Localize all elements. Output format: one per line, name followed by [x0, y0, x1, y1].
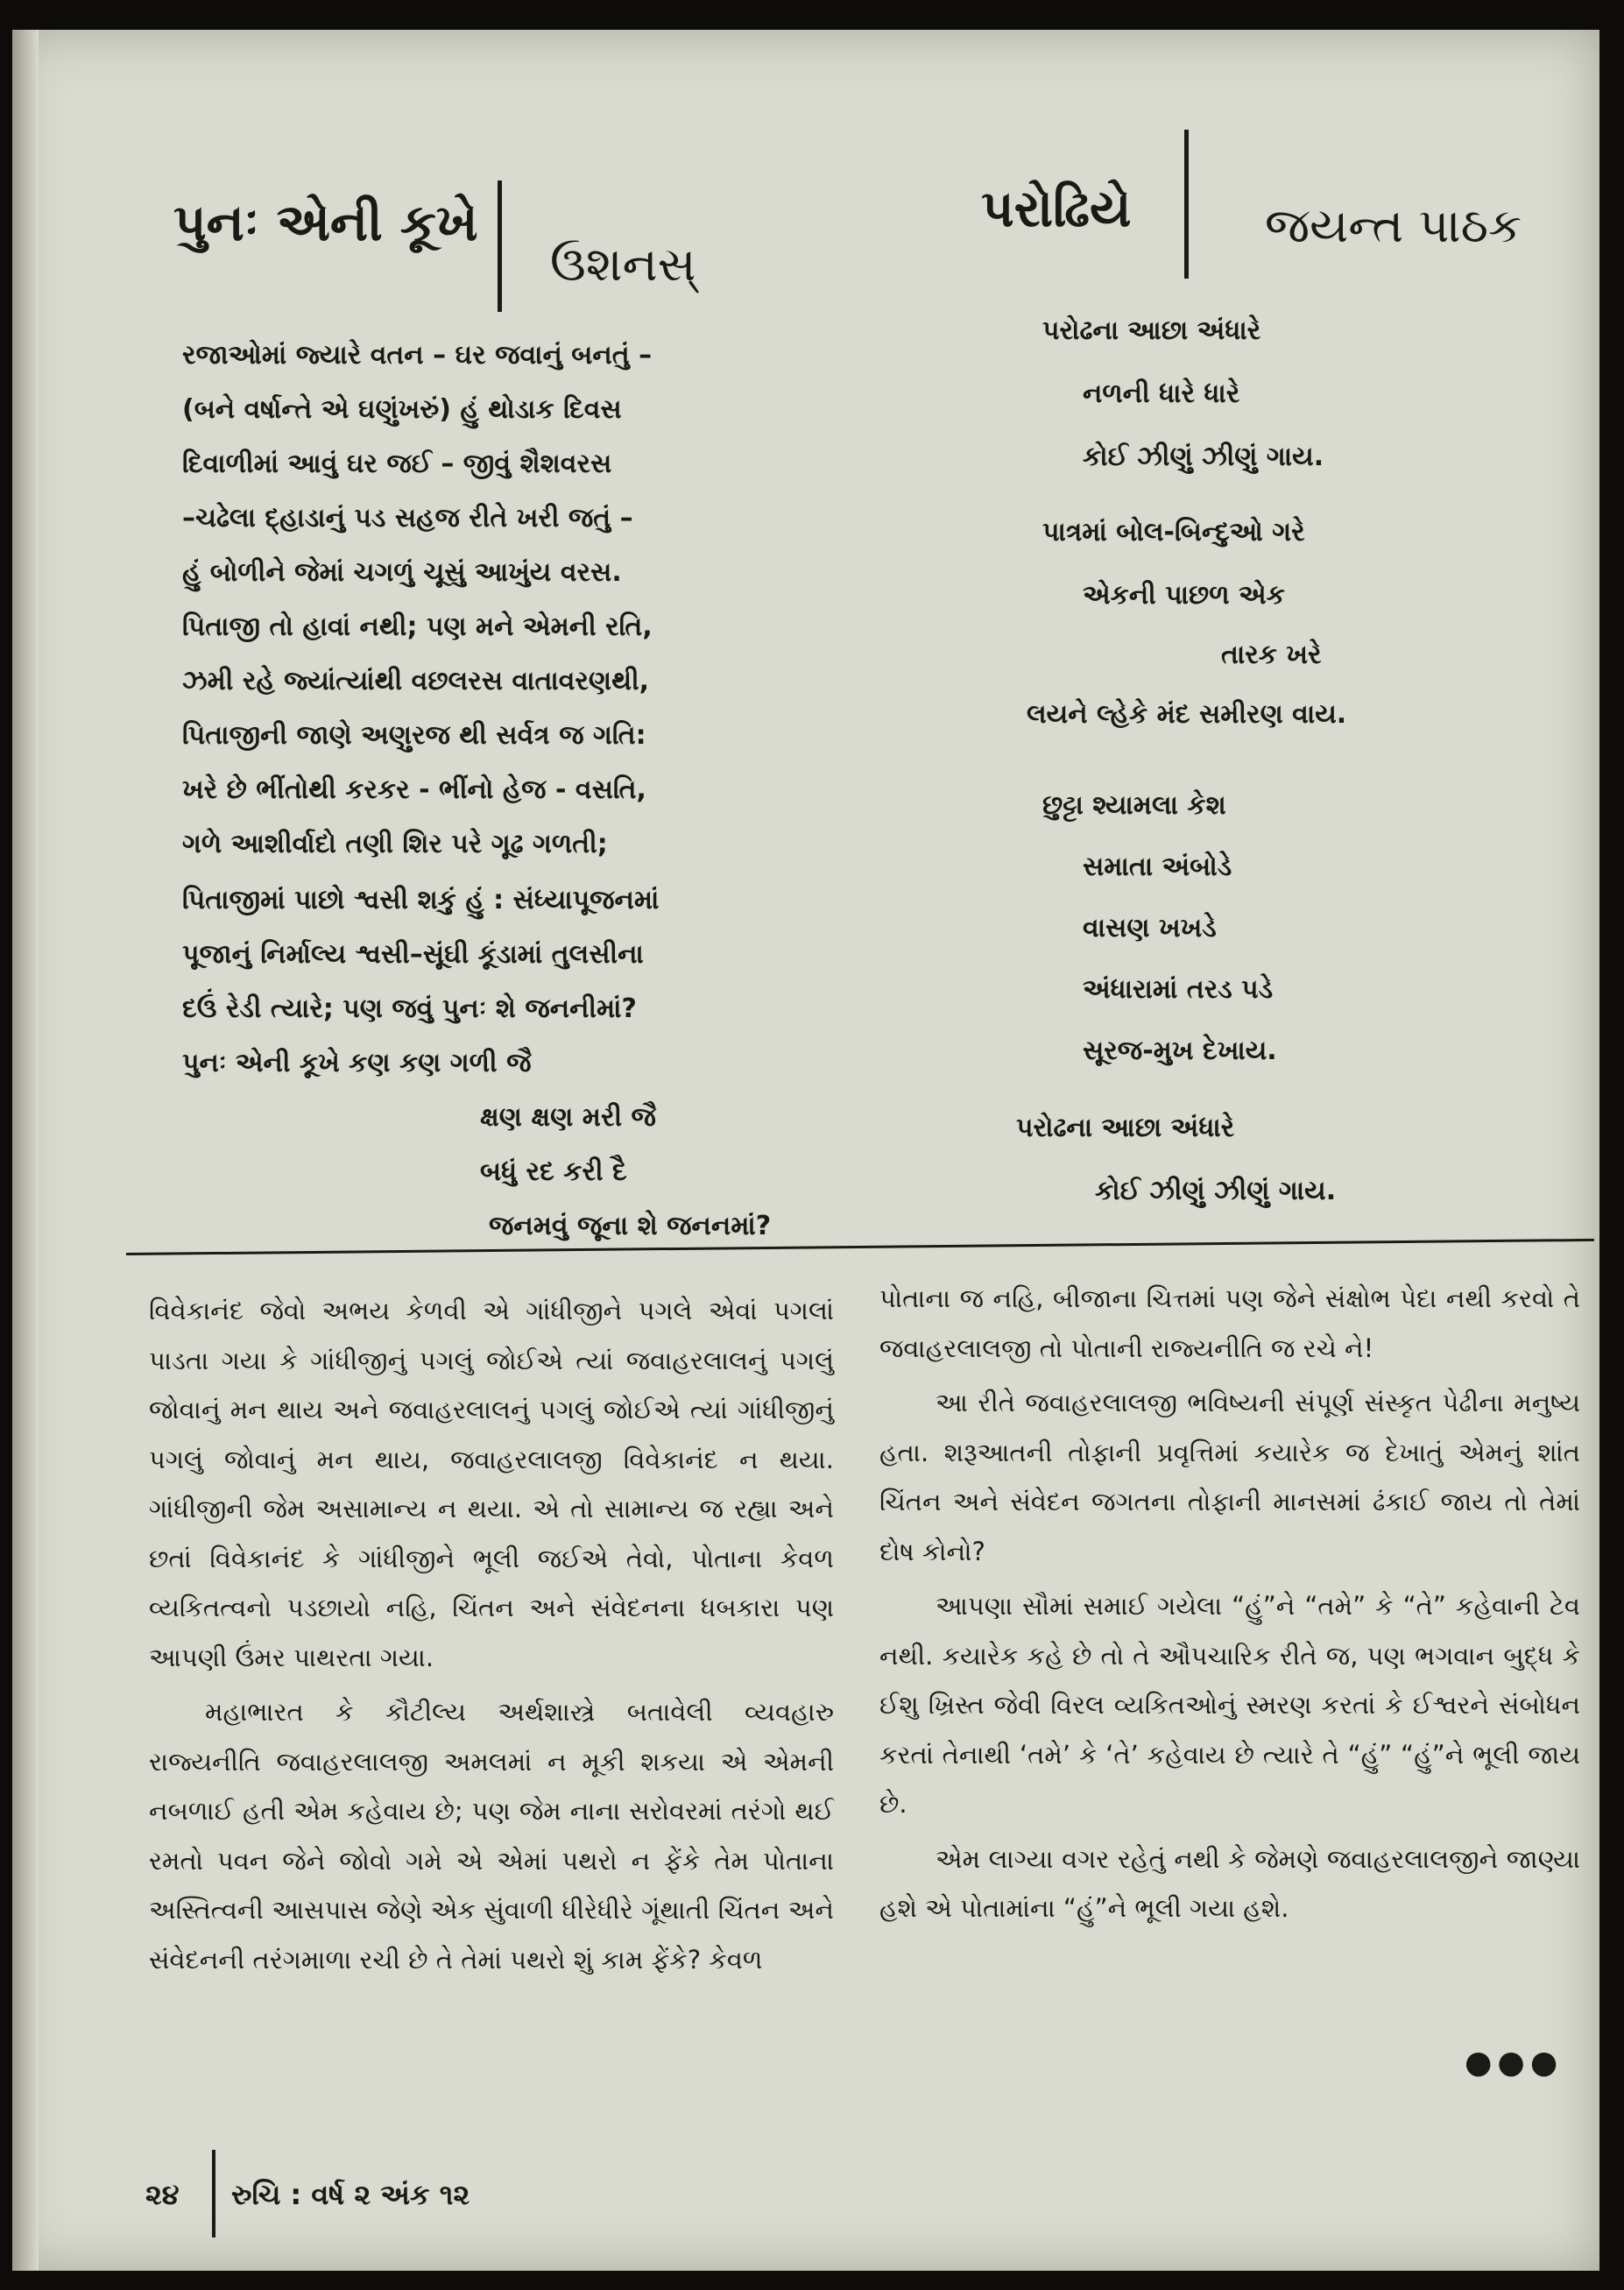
end-mark: ●●●: [1465, 2045, 1564, 2081]
poem-line: (બને વર્ષાન્તે એ ઘણુંખરું) હું થોડાક દિવસ: [182, 394, 622, 425]
prose-right-column: [879, 1274, 1580, 1933]
page-number: ૨૪: [145, 2178, 180, 2211]
section-divider: [126, 1239, 1594, 1255]
left-title-divider: [498, 180, 502, 312]
poem-line: પિતાજી તો હાવાં નથી; પણ મને એમની રતિ,: [182, 611, 653, 642]
poem-line: લયને લ્હેકે મંદ સમીરણ વાય.: [1027, 699, 1347, 730]
poem-line: ક્ષણ ક્ષણ મરી જૈ: [480, 1102, 656, 1133]
poem-line: –ચઢેલા દ્હાડાનું પડ સહજ રીતે ખરી જતું –: [182, 503, 633, 534]
prose-paragraph: આપણા સૌમાં સમાઈ ગયેલા “હું”ને “તમે” કે “તે” કહેવાની ટેવ નથી. કયારેક કહે છે તો તે ઔપચારિક રીતે જ, પણ ભગવાન બુદ્ધ કે ઈશુ ખ્રિસ્ત જેવી વિરલ વ્યકિતઓનું સ્મરણ કરતાં કે ઈશ્વરને સંબોધન કરતાં તેનાથી ‘તમે’ કે ‘તે’ કહેવાય છે ત્યારે તે “હું” “હું”ને ભૂલી જાય છે.: [879, 1591, 1580, 1819]
poem-line: પૂજાનું નિર્માલ્ય શ્વસી–સૂંઘી કૂંડામાં તુલસીના: [182, 939, 644, 970]
poem-line: તારક ખરે: [1221, 640, 1322, 670]
poem-line: પરોઢના આછા અંધારે: [1016, 1113, 1235, 1143]
poem-line: હું બોળીને જેમાં ચગળું ચૂસું આખુંય વરસ.: [182, 557, 622, 588]
magazine-page: [12, 30, 1599, 2271]
poem-line: એકની પાછળ એક: [1083, 580, 1285, 611]
poem-line: પુનઃ એની કૂખે કણ કણ ગળી જૈ: [182, 1048, 532, 1078]
poem-line: બધું રદ કરી દૈ: [480, 1156, 627, 1187]
poem-line: દિવાળીમાં આવું ઘર જઈ – જીવું શૈશવરસ: [182, 449, 612, 479]
poem-line: ગળે આશીર્વાદો તણી શિર પરે ગૂઢ ગળતી;: [182, 829, 608, 859]
right-poem-title: પરોઢિયે: [981, 179, 1132, 238]
poem-line: પિતાજીમાં પાછો શ્વસી શકું હું : સંધ્યાપૂજનમાં: [182, 885, 660, 915]
left-poem-author: ઉશનસ્: [550, 237, 696, 292]
prose-left-column: [149, 1286, 834, 1984]
poem-line: સમાતા અંબોડે: [1083, 852, 1232, 882]
prose-paragraph: મહાભારત કે કૌટીલ્ય અર્થશાસ્ત્રે બતાવેલી વ્યવહારુ રાજ્યનીતિ જવાહરલાલજી અમલમાં ન મૂકી શકયા એ એમની નબળાઈ હતી એમ કહેવાય છે; પણ જેમ નાના સરોવરમાં તરંગો થઈ રમતો પવન જેને જોવો ગમે એ એમાં પથરો ન ફેંકે તેમ પોતાના અસ્તિત્વની આસપાસ જેણે એક સુંવાળી ધીરેધીરે ગૂંથાતી ચિંતન અને સંવેદનની તરંગમાળા રચી છે તે તેમાં પથરો શું કામ ફેંકે? કેવળ: [149, 1697, 834, 1975]
journal-issue: રુચિ : વર્ષ ૨ અંક ૧૨: [231, 2178, 470, 2211]
poem-line: ખરે છે ભીંતોથી કરકર - ભીંનો હેજ - વસતિ,: [182, 774, 646, 805]
poem-line: પરોઢના આછા અંધારે: [1042, 315, 1261, 346]
poem-line: નળની ધારે ધારે: [1083, 378, 1240, 409]
poem-line: દઉં રેડી ત્યારે; પણ જવું પુનઃ શે જનનીમાં?: [182, 993, 637, 1024]
page-spine-shadow: [12, 30, 39, 2271]
poem-line: રજાઓમાં જ્યારે વતન – ઘર જવાનું બનતું –: [182, 340, 653, 371]
right-poem-author: જયન્ત પાઠક: [1265, 198, 1522, 253]
prose-paragraph: એમ લાગ્યા વગર રહેતું નથી કે જેમણે જવાહરલાલજીને જાણ્યા હશે એ પોતામાંના “હું”ને ભૂલી ગયા હશે.: [879, 1843, 1580, 1923]
poem-line: જનમવું જૂના શે જનનમાં?: [489, 1211, 772, 1241]
poem-line: વાસણ ખખડે: [1083, 913, 1217, 944]
poem-line: ઝમી રહે જ્યાંત્યાંથી વછલરસ વાતાવરણથી,: [182, 666, 650, 696]
poem-line: છુટ્ટા શ્યામલા કેશ: [1042, 790, 1226, 821]
poem-line: પિતાજીની જાણે અણુરજ થી સર્વત્ર જ ગતિ:: [182, 720, 646, 751]
poem-line: અંધારામાં તરડ પડે: [1083, 974, 1274, 1005]
prose-paragraph: વિવેકાનંદ જેવો અભય કેળવી એ ગાંધીજીને પગલે એવાં પગલાં પાડતા ગયા કે ગાંધીજીનું પગલું જોઈએ ત્યાં જવાહરલાલનું પગલું જોવાનું મન થાય અને જવાહરલાલનું પગલું જોઈએ ત્યાં ગાંધીજીનું પગલું જોવાનું મન થાય, જવાહરલાલજી વિવેકાનંદ ન થયા. ગાંધીજીની જેમ અસામાન્ય ન થયા. એ તો સામાન્ય જ રહ્યા અને છતાં વિવેકાનંદ કે ગાંધીજીને ભૂલી જઈએ તેવો, પોતાના કેવળ વ્યકિતત્વનો પડછાયો નહિ, ચિંતન અને સંવેદનના ધબકારા પણ આપણી ઉંમર પાથરતા ગયા.: [149, 1296, 834, 1672]
footer-divider: [212, 2150, 215, 2237]
left-poem-title: પુનઃ એની કૂખે: [173, 193, 478, 252]
right-title-divider: [1184, 130, 1189, 279]
prose-paragraph: પોતાના જ નહિ, બીજાના ચિત્તમાં પણ જેને સંક્ષોભ પેદા નથી કરવો તે જવાહરલાલજી તો પોતાની રાજ્યનીતિ જ રચે ને!: [879, 1283, 1580, 1363]
poem-line: કોઈ ઝીણું ઝીણું ગાય.: [1095, 1176, 1337, 1206]
poem-line: કોઈ ઝીણું ઝીણું ગાય.: [1083, 442, 1324, 472]
poem-line: સૂરજ-મુખ દેખાય.: [1083, 1035, 1277, 1066]
prose-paragraph: આ રીતે જવાહરલાલજી ભવિષ્યની સંપૂર્ણ સંસ્કૃત પેઢીના મનુષ્ય હતા. શરૂઆતની તોફાની પ્રવૃત્તિમાં કયારેક જ દેખાતું એમનું શાંત ચિંતન અને સંવેદન જગતના તોફાની માનસમાં ઢંકાઈ જાય તો તેમાં દોષ કોનો?: [879, 1388, 1580, 1566]
poem-line: પાત્રમાં બોલ-બિન્દુઓ ગરે: [1042, 517, 1305, 548]
